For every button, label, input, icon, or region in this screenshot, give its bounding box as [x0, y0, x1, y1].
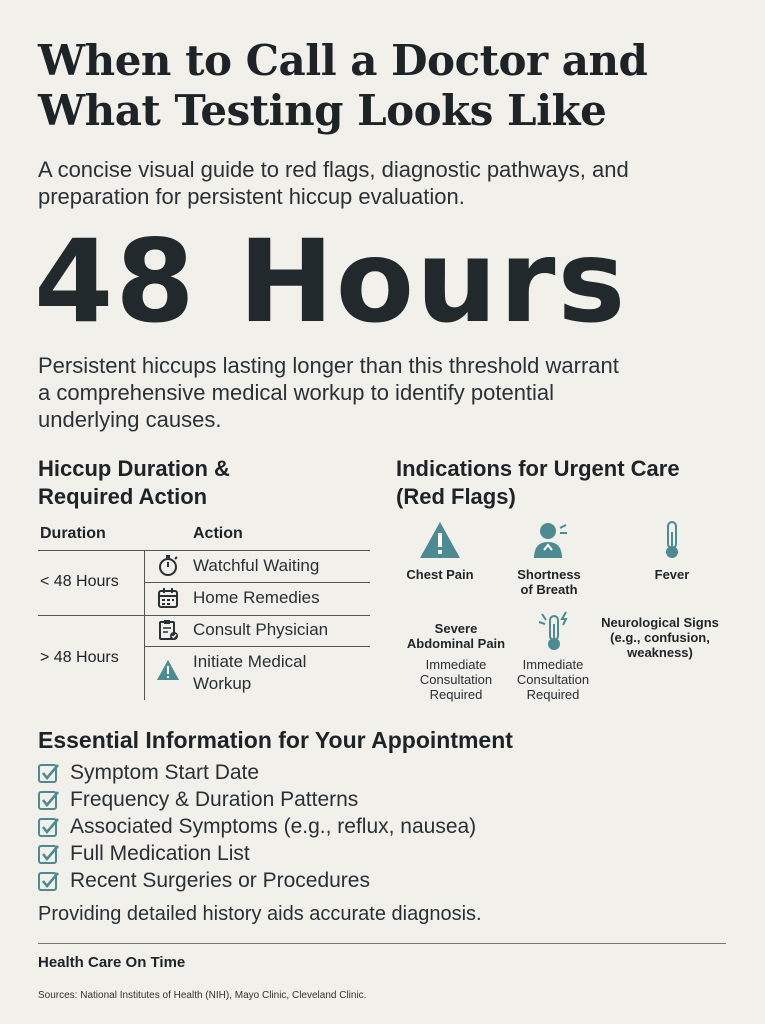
warning-triangle-icon: [156, 658, 180, 682]
note-line-2: Consultation: [516, 672, 590, 687]
action-watchful-waiting: [193, 555, 319, 577]
threshold-description-line-2: a comprehensive medical workup to identify potential: [38, 380, 555, 405]
action-label: Home Remedies: [193, 588, 320, 607]
stopwatch-icon: [156, 553, 180, 577]
threshold-value: 48 Hours: [34, 215, 628, 348]
checkbox-checked-icon: [38, 789, 60, 811]
duration-section-title: [38, 455, 230, 511]
thermometer-alert-icon: [536, 610, 572, 652]
table-column-divider: [144, 615, 145, 700]
action-initiate-medical-workup: [193, 651, 306, 695]
row-divider: [145, 646, 370, 647]
checklist-item-label: Frequency & Duration Patterns: [70, 788, 359, 811]
checklist-item-label: Recent Surgeries or Procedures: [70, 869, 370, 892]
duration-title-line-2: Required Action: [38, 484, 208, 509]
red-flag-note: [503, 657, 603, 702]
appointment-section-title: Essential Information for Your Appointment: [38, 727, 513, 753]
red-flag-chest-pain: [390, 567, 490, 582]
action-consult-physician: [193, 619, 328, 641]
red-flag-note: [406, 657, 506, 702]
red-flag-label-line-2: Abdominal Pain: [406, 636, 506, 651]
action-label: Watchful Waiting: [193, 556, 320, 575]
subtitle-line-1: A concise visual guide to red flags, diagnostic pathways, and: [38, 157, 629, 182]
action-home-remedies: [193, 587, 320, 609]
table-divider: [38, 550, 370, 551]
red-flag-neurological-signs: [588, 615, 732, 660]
checklist-item-label: Full Medication List: [70, 842, 250, 865]
sources-text: Sources: National Institutes of Health (NIH), Mayo Clinic, Cleveland Clinic.: [38, 990, 367, 1001]
red-flags-section-title: [396, 455, 680, 511]
note-line-1: Immediate: [425, 657, 487, 672]
threshold-description: [38, 352, 718, 433]
checkbox-checked-icon: [38, 843, 60, 865]
red-flag-label-line-2: (e.g., confusion,: [610, 630, 710, 645]
subtitle-line-2: preparation for persistent hiccup evaluation.: [38, 184, 465, 209]
checkbox-checked-icon: [38, 762, 60, 784]
action-label: Consult Physician: [193, 620, 329, 639]
red-flag-label-line-1: Severe: [434, 621, 478, 636]
table-divider: [38, 615, 370, 616]
row-divider: [145, 582, 370, 583]
note-line-3: Required: [526, 687, 580, 702]
note-line-1: Immediate: [522, 657, 584, 672]
person-breath-icon: [530, 520, 570, 560]
action-label-line-2: Workup: [193, 674, 252, 693]
footer-divider: [38, 943, 726, 944]
duration-cell-long: > 48 Hours: [40, 649, 119, 666]
checkbox-checked-icon: [38, 816, 60, 838]
title-line-2: What Testing Looks Like: [38, 86, 607, 135]
appointment-note: Providing detailed history aids accurate diagnosis.: [38, 903, 482, 925]
threshold-description-line-1: Persistent hiccups lasting longer than this threshold warrant: [38, 353, 619, 378]
checkbox-checked-icon: [38, 870, 60, 892]
red-flags-title-line-1: Indications for Urgent Care: [396, 456, 680, 481]
page-subtitle: [38, 156, 738, 210]
note-line-3: Required: [429, 687, 483, 702]
red-flag-label-line-3: weakness): [627, 645, 693, 660]
warning-triangle-icon: [418, 520, 462, 560]
calendar-icon: [156, 586, 180, 610]
duration-column-header: Duration: [40, 525, 106, 542]
duration-title-line-1: Hiccup Duration &: [38, 456, 230, 481]
action-label-line-1: Initiate Medical: [193, 652, 307, 671]
red-flags-title-line-2: (Red Flags): [396, 484, 516, 509]
red-flag-label: Chest Pain: [406, 567, 474, 582]
red-flag-label-line-1: Shortness: [517, 567, 581, 582]
brand-name: Health Care On Time: [38, 954, 186, 971]
page-title: [38, 36, 738, 136]
red-flag-severe-abdominal-pain: [396, 621, 516, 651]
note-line-2: Consultation: [419, 672, 493, 687]
thermometer-icon: [662, 520, 682, 560]
red-flag-shortness-of-breath: [500, 567, 598, 597]
duration-table: [38, 520, 370, 700]
red-flag-label-line-2: of Breath: [520, 582, 578, 597]
clipboard-check-icon: [156, 618, 180, 642]
red-flag-label: Fever: [654, 567, 690, 582]
checklist-item-label: Symptom Start Date: [70, 761, 260, 784]
title-line-1: When to Call a Doctor and: [38, 36, 648, 85]
threshold-description-line-3: underlying causes.: [38, 407, 222, 432]
red-flag-fever: [622, 567, 722, 582]
checklist-item-label: Associated Symptoms (e.g., reflux, nausea): [70, 815, 477, 838]
action-column-header: Action: [193, 525, 243, 542]
duration-cell-short: < 48 Hours: [40, 573, 119, 590]
red-flag-label-line-1: Neurological Signs: [601, 615, 719, 630]
